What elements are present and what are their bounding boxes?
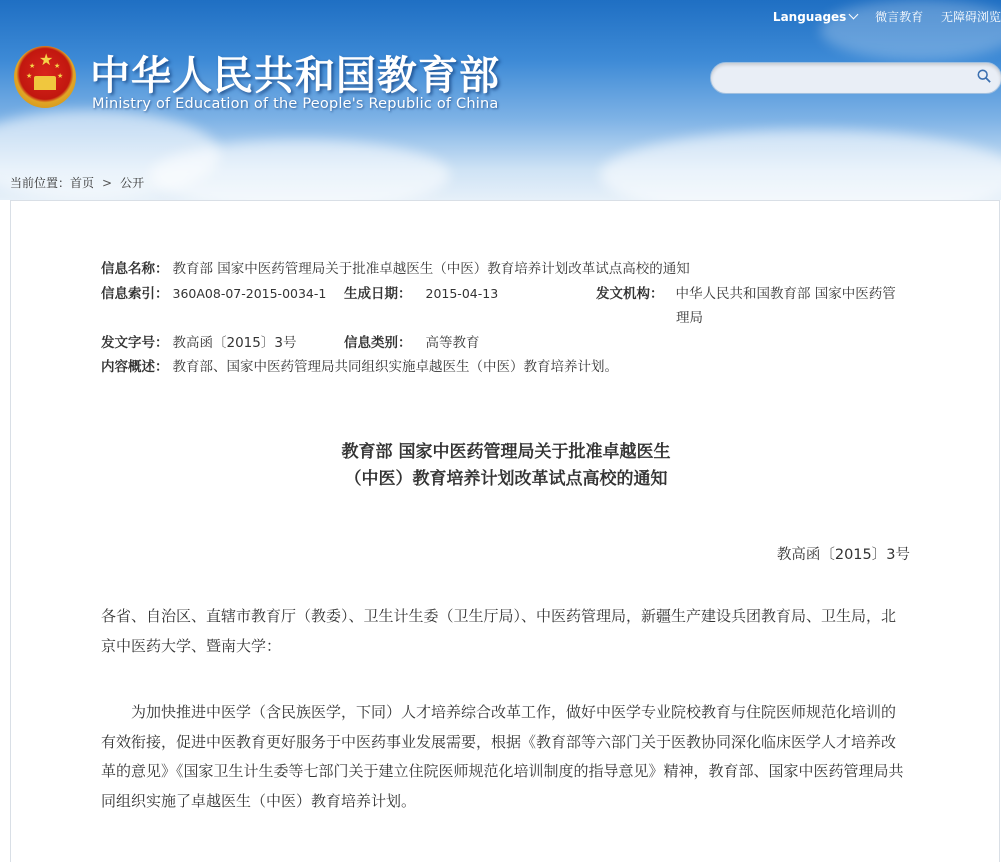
document-number: 教高函〔2015〕3号 [776, 547, 910, 563]
breadcrumb-separator: > [102, 176, 113, 190]
weibo-link[interactable]: 微言教育 [875, 10, 924, 24]
salutation-paragraph: 各省、自治区、直辖市教育厅（教委）、卫生计生委（卫生厅局）、中医药管理局，新疆生产建设兵团教育局、卫生局，北京中医药大学、暨南大学： [101, 607, 897, 655]
languages-menu[interactable] [773, 10, 857, 24]
search-box [710, 62, 1001, 94]
meta-category-value: 高等教育 [425, 335, 480, 351]
breadcrumb-home-link[interactable]: 首页 [70, 176, 95, 190]
meta-org-value-line2: 理局 [676, 310, 703, 326]
meta-date-value: 2015-04-13 [425, 286, 499, 301]
meta-category-label: 信息类别： [344, 335, 412, 351]
meta-index-label: 信息索引： [101, 286, 169, 302]
meta-org-row [596, 282, 896, 302]
search-icon[interactable] [977, 69, 991, 83]
breadcrumb-label: 当前位置： [10, 176, 71, 190]
top-links [759, 8, 1001, 25]
search-input[interactable] [725, 67, 969, 91]
meta-date-label: 生成日期： [344, 286, 412, 302]
meta-category-row [344, 331, 480, 351]
meta-docno-value: 教高函〔2015〕3号 [172, 335, 297, 351]
meta-name-label: 信息名称： [101, 261, 169, 277]
meta-name-row [101, 257, 690, 277]
body-paragraph: 为加快推进中医学（含民族医学，下同）人才培养综合改革工作，做好中医学专业院校教育与住院医师规范化培训的有效衔接，促进中医教育更好服务于中医药事业发展需要，根据《教育部等六部门关于医教协同深化临床医学人才培养改革的意见》《国家卫生计生委等七部门关于建立住院医师规范化培训制度的指导意见》精神，教育部、国家中医药管理局共同组织实施了卓越医生（中医）教育培养计划。 [101, 703, 904, 810]
national-emblem-icon[interactable]: ★ ★ ★ ★ ★ [14, 46, 76, 108]
document-title-line2: （中医）教育培养计划改革试点高校的通知 [344, 469, 668, 489]
cloud-decoration [150, 140, 450, 200]
meta-index-value: 360A08-07-2015-0034-1 [172, 286, 327, 301]
site-title-cn[interactable]: 中华人民共和国教育部 [90, 53, 500, 99]
meta-name-value: 教育部 国家中医药管理局关于批准卓越医生（中医）教育培养计划改革试点高校的通知 [172, 261, 690, 277]
breadcrumb-current-link[interactable]: 公开 [120, 176, 145, 190]
document-title-line1: 教育部 国家中医药管理局关于批准卓越医生 [341, 442, 671, 462]
languages-label: Languages [772, 10, 847, 24]
meta-docno-label: 发文字号： [101, 335, 169, 351]
breadcrumb [10, 174, 144, 191]
accessible-browse-link[interactable]: 无障碍浏览 [940, 10, 1001, 24]
meta-org-value: 中华人民共和国教育部 国家中医药管 [675, 286, 896, 302]
meta-org-value-continued [676, 306, 703, 326]
meta-summary-row [101, 355, 618, 375]
meta-docno-row [101, 331, 296, 351]
chevron-down-icon [849, 10, 859, 20]
meta-date-row [344, 282, 498, 302]
meta-summary-value: 教育部、国家中医药管理局共同组织实施卓越医生（中医）教育培养计划。 [172, 359, 618, 375]
meta-summary-label: 内容概述： [101, 359, 169, 375]
content-panel [10, 200, 1000, 862]
cloud-decoration [600, 130, 1001, 200]
site-header [0, 0, 1001, 200]
site-title-en[interactable]: Ministry of Education of the People's Republic of China [92, 96, 499, 112]
meta-org-label: 发文机构： [596, 286, 664, 302]
meta-index-row [101, 282, 326, 302]
